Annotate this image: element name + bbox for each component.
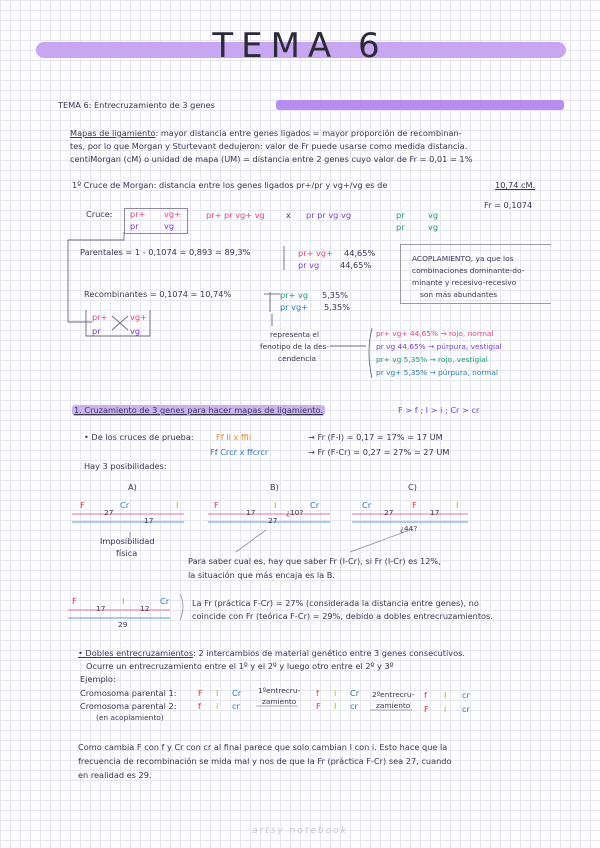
- gene: F: [316, 701, 321, 711]
- cruce-g3a: pr: [396, 210, 405, 220]
- parentales: Parentales = 1 - 0,1074 = 0,893 = 89,3%: [80, 247, 251, 257]
- mapas-heading: Mapas de ligamiento: [70, 128, 156, 138]
- c-27: 27: [384, 508, 394, 517]
- dobles-text-3: Ejemplo:: [80, 674, 116, 684]
- cruce-2: Ff Crcr x ffcrcr: [210, 447, 269, 457]
- gene: cr: [462, 704, 470, 714]
- gene: f: [316, 688, 319, 698]
- d-I: I: [122, 596, 125, 606]
- fen-4: pr vg+ 5,35% → púrpura, normal: [376, 368, 499, 377]
- cruce-g1a: pr+: [130, 209, 146, 219]
- rec2: pr vg+: [280, 302, 309, 312]
- dobles-heading: • Dobles entrecruzamientos: [78, 648, 194, 658]
- c-Cr: Cr: [362, 500, 372, 510]
- acop-2: combinaciones dominante-do-: [412, 266, 525, 275]
- c-17: 17: [430, 508, 440, 517]
- para-1: Para saber cual es, hay que saber Fr (I-Cr), si Fr (I-Cr) es 12%,: [188, 556, 441, 566]
- watermark: artsy notebook: [252, 826, 348, 836]
- acop-4: son más abundantes: [420, 290, 498, 299]
- acop-1: ACOPLAMIENTO, ya que los: [412, 254, 514, 263]
- cruce-g3b: vg: [428, 210, 439, 220]
- cruz-heading: 1. Cruzamiento de 3 genes para hacer mapas de ligamiento.: [74, 405, 324, 415]
- cruce-g2a: pr: [130, 221, 139, 231]
- imp-1: Imposibilidad: [100, 536, 155, 546]
- gene: f: [424, 690, 427, 700]
- cruce-g4a: pr: [396, 222, 405, 232]
- gene: f: [198, 701, 201, 711]
- cross-b: vg+: [130, 312, 147, 322]
- fr-2: coincide con Fr (teórica F-Cr) = 29%, debido a dobles entrecruzamientos.: [192, 611, 493, 621]
- rec1: pr+ vg: [280, 290, 309, 300]
- cruce-2-result: → Fr (F-Cr) = 0,27 = 27% = 27 UM: [308, 447, 450, 457]
- gene: I: [216, 688, 219, 698]
- a-Cr: Cr: [120, 500, 130, 510]
- d-Cr: Cr: [160, 596, 170, 606]
- cruz-prueba: • De los cruces de prueba:: [84, 432, 194, 442]
- gene: I: [334, 701, 337, 711]
- cross-a: pr+: [92, 312, 108, 322]
- acop-3: minante y recesivo-recesivo: [412, 278, 517, 287]
- fen-2: pr vg 44,65% → púrpura, vestigial: [376, 342, 502, 351]
- fen-3: pr+ vg 5,35% → rojo, vestigial: [376, 355, 488, 364]
- entrecruzamiento-2: 2ºentrecru-: [372, 690, 415, 699]
- dobles-text-2: Ocurre un entrecruzamiento entre el 1º y el 2º y luego otro entre el 2º y 3º: [86, 661, 394, 671]
- gene: cr: [232, 701, 240, 711]
- d-29: 29: [118, 620, 128, 629]
- gene: I: [444, 690, 447, 700]
- cruz-order: F > f ; I > i ; Cr > cr: [398, 405, 480, 415]
- morgan-distance: 10,74 cM.: [495, 180, 536, 190]
- final-3: en realidad es 29.: [78, 770, 152, 780]
- rec2-value: 5,35%: [324, 302, 351, 312]
- cruce-g1b: vg+: [164, 209, 181, 219]
- gene: cr: [462, 690, 470, 700]
- d-17: 17: [96, 604, 106, 613]
- para-2: la situación que más encaja es la B.: [188, 570, 335, 580]
- imp-2: física: [116, 548, 138, 558]
- cross-c: pr: [92, 326, 101, 336]
- gene: i: [334, 688, 337, 698]
- page-title: TEMA 6: [212, 26, 388, 66]
- option-b: B): [270, 482, 279, 492]
- par2: pr vg: [298, 260, 320, 270]
- morgan-fr: Fr = 0,1074: [484, 200, 533, 210]
- final-1: Como cambia F con f y Cr con cr al final parece que solo cambian I con i. Esto hace que la: [78, 742, 448, 752]
- cruce-g4b: vg: [428, 222, 439, 232]
- cruce-g2b: vg: [164, 221, 175, 231]
- d-F: F: [72, 596, 77, 606]
- a-27: 27: [104, 508, 114, 517]
- c-I: I: [456, 500, 459, 510]
- b-Cr: Cr: [310, 500, 320, 510]
- final-2: frecuencia de recombinación se mida mal y nos de que la Fr (práctica F-Cr) sea 27, cuando: [78, 756, 452, 766]
- cromosoma-1: Cromosoma parental 1:: [80, 688, 177, 698]
- b-10: ¿10?: [286, 508, 304, 517]
- cruce-label: Cruce:: [86, 209, 113, 219]
- rep-2: fenotipo de la des-: [260, 342, 330, 351]
- gene: i: [444, 704, 447, 714]
- par2-value: 44,65%: [340, 260, 372, 270]
- option-a: A): [128, 482, 137, 492]
- fr-1: La Fr (práctica F-Cr) = 27% (considerada la distancia entre genes), no: [192, 598, 479, 608]
- b-27: 27: [268, 516, 278, 525]
- entrecruzamiento-2b: zamiento: [376, 701, 411, 710]
- a-I: I: [176, 500, 179, 510]
- gene: Cr: [232, 688, 242, 698]
- gene: cr: [350, 701, 358, 711]
- b-I: I: [274, 500, 277, 510]
- par1-value: 44,65%: [344, 248, 376, 258]
- rep-1: representa el: [270, 330, 319, 339]
- gene: F: [198, 688, 203, 698]
- recombinantes: Recombinantes = 0,1074 = 10,74%: [84, 289, 232, 299]
- option-c: C): [408, 482, 417, 492]
- gene: i: [216, 701, 219, 711]
- fen-1: pr+ vg+ 44,65% → rojo, normal: [376, 329, 494, 338]
- cruce-mid-2: pr pr vg vg: [306, 210, 352, 220]
- cromosoma-2: Cromosoma parental 2:: [80, 701, 177, 711]
- par1: pr+ vg+: [298, 248, 333, 258]
- cruce-mid-1: pr+ pr vg+ vg: [206, 210, 265, 220]
- a-F: F: [80, 500, 85, 510]
- d-12: 12: [140, 604, 150, 613]
- cruce-x: x: [286, 210, 291, 220]
- entrecruzamiento-1: 1ºentrecru-: [258, 686, 301, 695]
- mapas-text-1: : mayor distancia entre genes ligados = mayor proporción de recombinan-: [155, 128, 462, 138]
- posibilidades: Hay 3 posibilidades:: [84, 461, 167, 471]
- en-acoplamiento: (en acoplamiento): [96, 713, 164, 722]
- cross-d: vg: [130, 326, 141, 336]
- gene: Cr: [350, 688, 360, 698]
- cruce-1: Ff Ii x ffii: [216, 432, 252, 442]
- rep-3: cendencia: [278, 354, 316, 363]
- rec1-value: 5,35%: [322, 290, 349, 300]
- morgan-line: 1º Cruce de Morgan: distancia entre los genes ligados pr+/pr y vg+/vg es de: [72, 180, 388, 190]
- mapas-text-2: tes, por lo que Morgan y Sturtevant dedujeron: valor de Fr puede usarse como medida distancia.: [70, 141, 468, 151]
- entrecruzamiento-1b: zamiento: [262, 697, 297, 706]
- dobles-text-1: : 2 intercambios de material genético entre 3 genes consecutivos.: [193, 648, 466, 658]
- gene: F: [424, 704, 429, 714]
- b-17: 17: [246, 508, 256, 517]
- subtitle: TEMA 6: Entrecruzamiento de 3 genes: [58, 100, 215, 110]
- mapas-text-3: centiMorgan (cM) o unidad de mapa (UM) = distancia entre 2 genes cuyo valor de Fr = 0,01 = 1%: [70, 154, 473, 164]
- cruce-1-result: → Fr (F-I) = 0,17 = 17% = 17 UM: [308, 432, 443, 442]
- c-F: F: [412, 500, 417, 510]
- b-F: F: [214, 500, 219, 510]
- a-17: 17: [144, 516, 154, 525]
- c-44: ¿44?: [400, 524, 418, 533]
